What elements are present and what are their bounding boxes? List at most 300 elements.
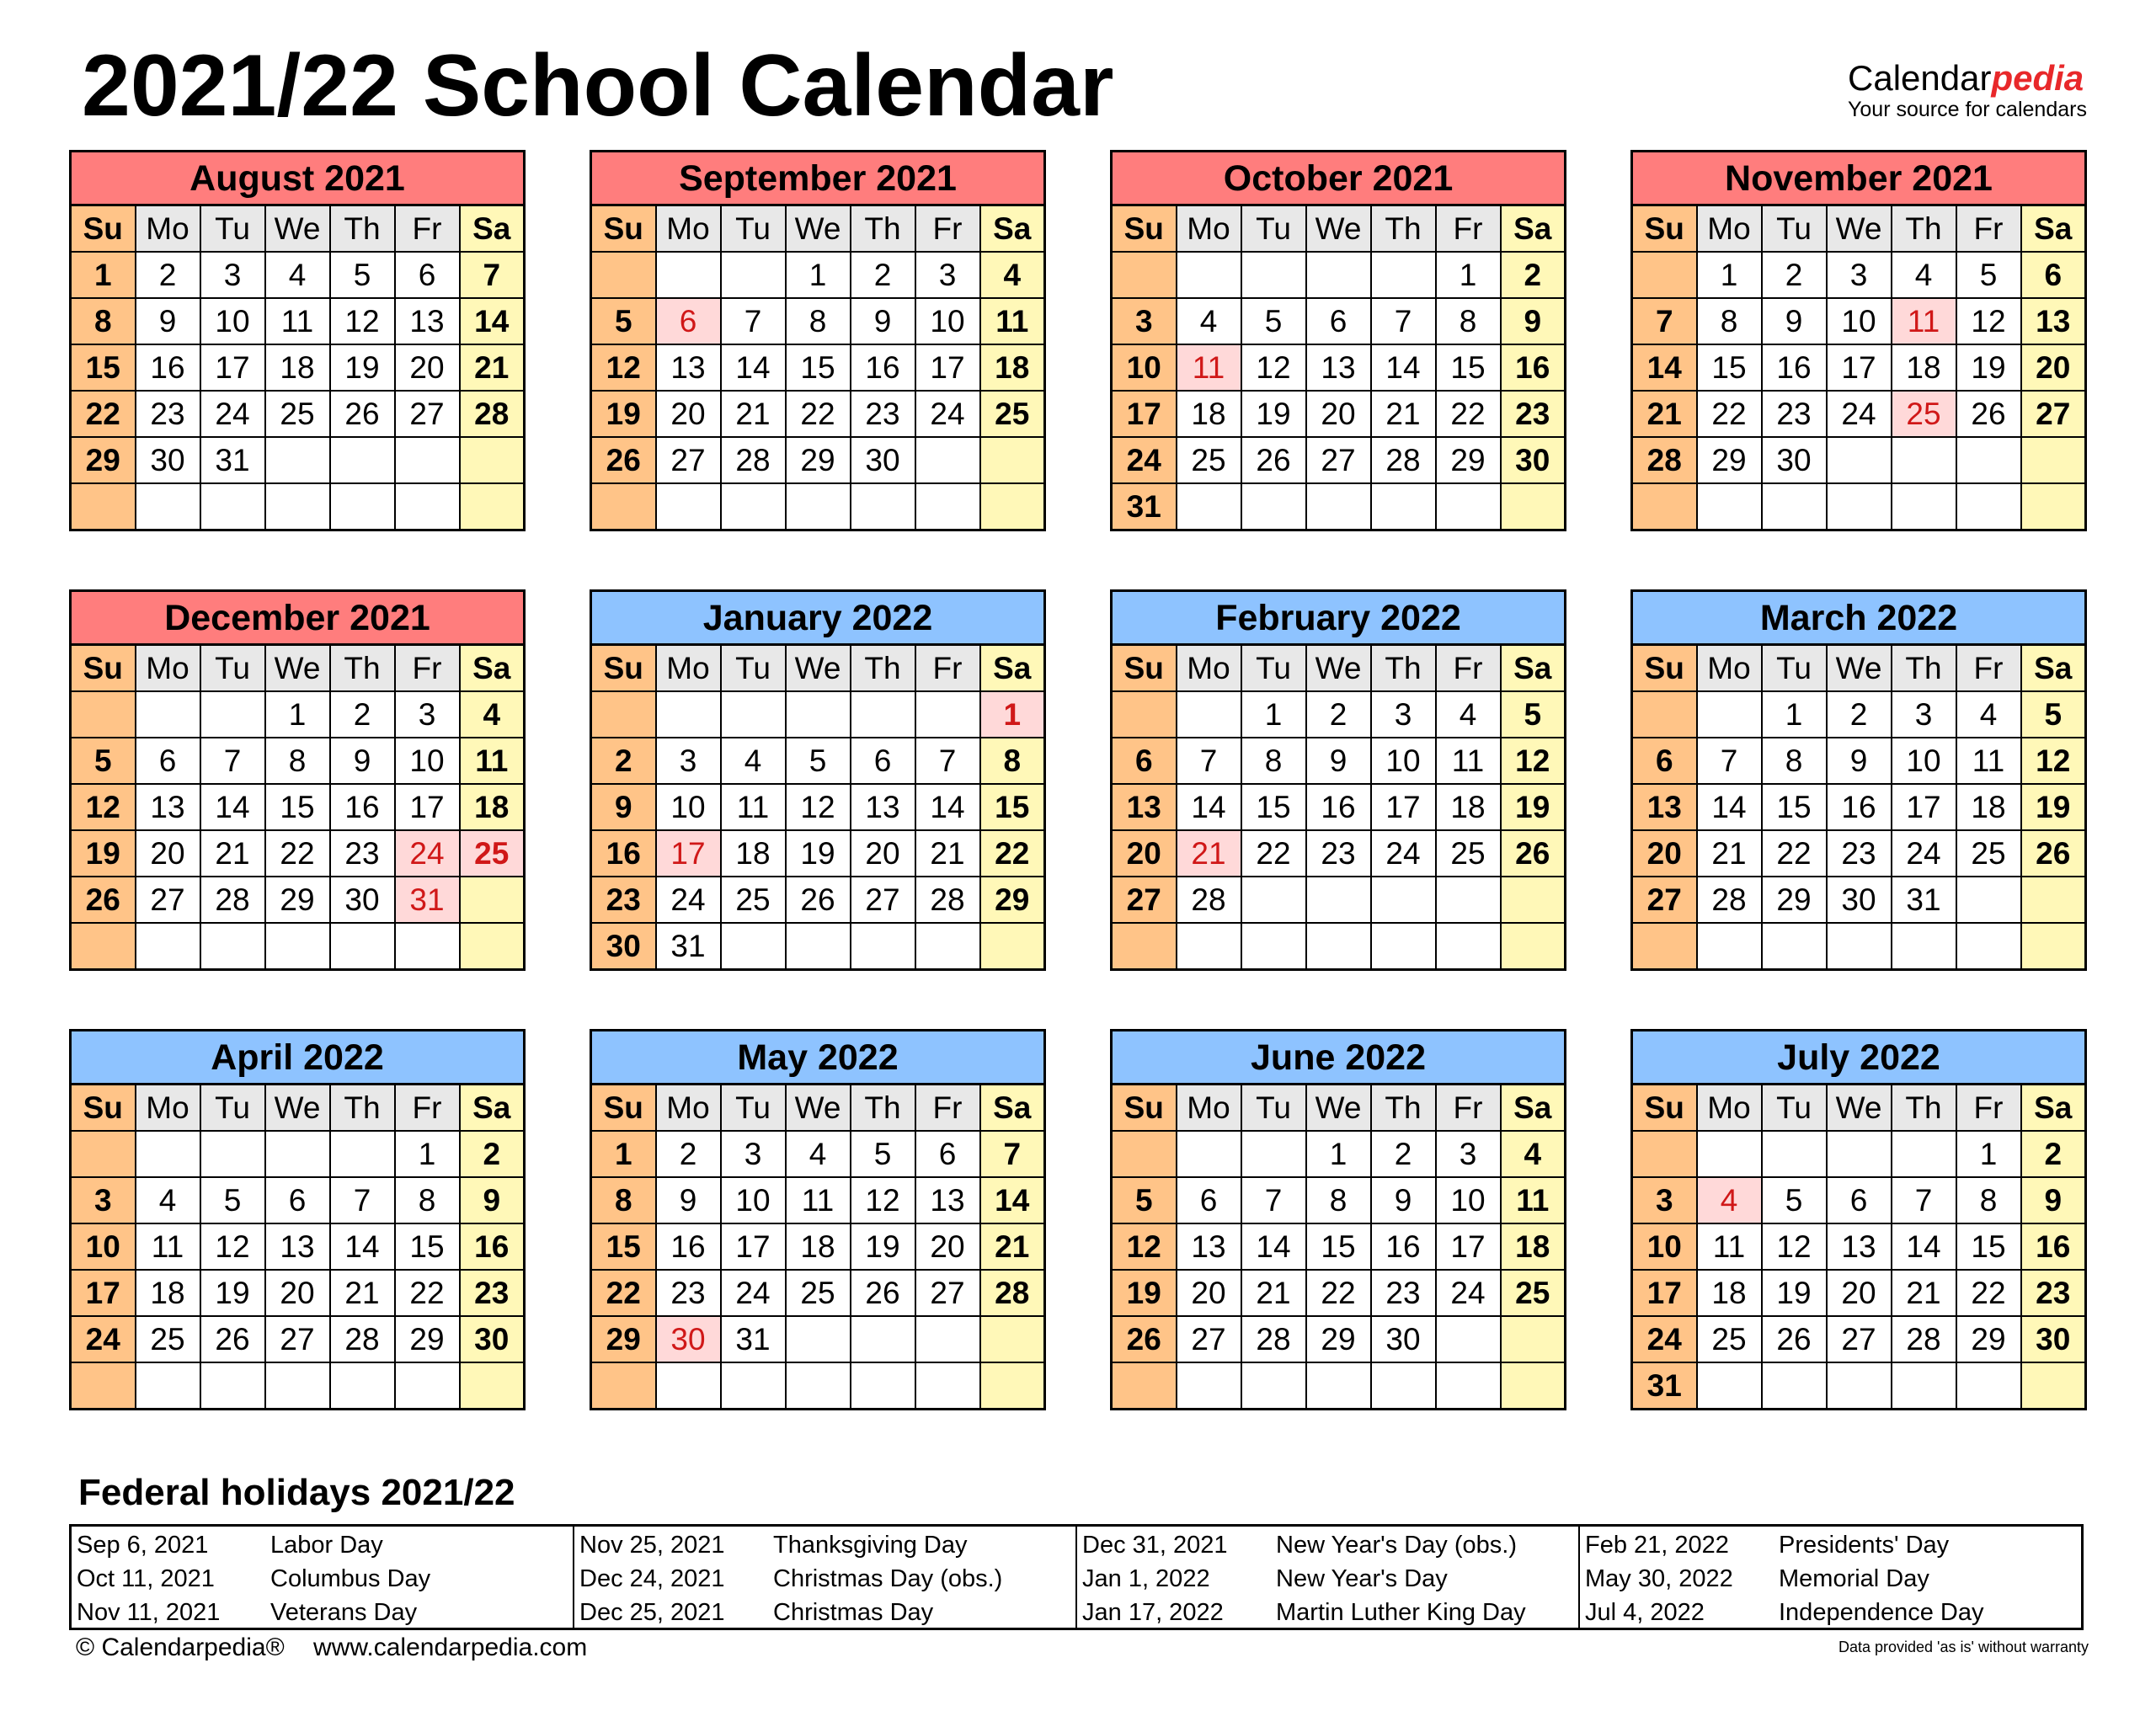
day-cell: 6 bbox=[915, 1131, 980, 1177]
day-cell: 20 bbox=[1827, 1270, 1892, 1316]
day-cell: 4 bbox=[1956, 691, 2021, 738]
holiday-date: Dec 31, 2021 bbox=[1082, 1532, 1228, 1559]
day-cell: 28 bbox=[330, 1316, 395, 1362]
day-cell: 8 bbox=[786, 298, 851, 344]
day-cell: 7 bbox=[915, 738, 980, 784]
month-table bbox=[1110, 204, 1566, 531]
empty-day-cell bbox=[2021, 877, 2086, 923]
week-row bbox=[71, 738, 525, 784]
month-calendar bbox=[69, 150, 526, 531]
day-cell: 22 bbox=[1697, 391, 1762, 437]
day-cell: 9 bbox=[1762, 298, 1827, 344]
weekday-header: Th bbox=[330, 205, 395, 253]
weekday-header: Sa bbox=[980, 1085, 1045, 1132]
day-cell: 30 bbox=[460, 1316, 525, 1362]
holiday-row bbox=[1580, 1562, 2081, 1596]
empty-day-cell bbox=[721, 691, 786, 738]
day-cell: 28 bbox=[721, 437, 786, 483]
day-cell: 16 bbox=[1306, 784, 1371, 830]
day-cell: 16 bbox=[1762, 344, 1827, 391]
day-cell: 5 bbox=[1956, 252, 2021, 298]
day-cell: 2 bbox=[460, 1131, 525, 1177]
day-cell: 2 bbox=[1827, 691, 1892, 738]
day-cell: 19 bbox=[1956, 344, 2021, 391]
day-cell: 19 bbox=[1501, 784, 1566, 830]
day-cell: 24 bbox=[200, 391, 265, 437]
empty-day-cell bbox=[591, 1362, 656, 1410]
empty-day-cell bbox=[1697, 1362, 1762, 1410]
brand-name-part1: Calendar bbox=[1848, 58, 1992, 98]
empty-day-cell bbox=[980, 483, 1045, 530]
day-cell: 25 bbox=[721, 877, 786, 923]
day-cell: 25 bbox=[1436, 830, 1501, 877]
month-calendar bbox=[590, 1029, 1046, 1410]
empty-day-cell bbox=[786, 691, 851, 738]
holiday-row bbox=[72, 1528, 573, 1562]
empty-day-cell bbox=[330, 483, 395, 530]
day-cell: 17 bbox=[1436, 1223, 1501, 1270]
day-cell: 31 bbox=[1632, 1362, 1697, 1410]
weekday-header: Fr bbox=[395, 1085, 460, 1132]
empty-day-cell bbox=[136, 1131, 200, 1177]
week-row bbox=[71, 877, 525, 923]
day-cell: 14 bbox=[980, 1177, 1045, 1223]
day-cell: 4 bbox=[1892, 252, 1956, 298]
day-cell: 18 bbox=[1501, 1223, 1566, 1270]
day-cell: 4 bbox=[265, 252, 330, 298]
footer-disclaimer: Data provided 'as is' without warranty bbox=[1838, 1639, 2089, 1655]
day-cell: 17 bbox=[1827, 344, 1892, 391]
day-cell: 3 bbox=[721, 1131, 786, 1177]
month-table bbox=[1110, 1083, 1566, 1410]
month-table bbox=[590, 204, 1046, 531]
day-cell: 27 bbox=[1306, 437, 1371, 483]
week-row bbox=[591, 830, 1045, 877]
day-cell: 12 bbox=[71, 784, 136, 830]
day-cell: 11 bbox=[980, 298, 1045, 344]
empty-day-cell bbox=[395, 1362, 460, 1410]
day-cell: 3 bbox=[71, 1177, 136, 1223]
day-cell: 8 bbox=[395, 1177, 460, 1223]
day-cell: 26 bbox=[2021, 830, 2086, 877]
weekday-header: Sa bbox=[460, 205, 525, 253]
week-row bbox=[1632, 252, 2086, 298]
empty-day-cell bbox=[1306, 877, 1371, 923]
week-row bbox=[71, 1223, 525, 1270]
day-cell: 27 bbox=[851, 877, 915, 923]
week-row bbox=[1112, 1131, 1566, 1177]
day-cell: 15 bbox=[1956, 1223, 2021, 1270]
holiday-name: Columbus Day bbox=[270, 1565, 431, 1592]
weekday-header: Sa bbox=[460, 645, 525, 692]
day-cell: 25 bbox=[1956, 830, 2021, 877]
footer-copyright: © Calendarpedia® bbox=[76, 1634, 285, 1661]
month-title: April 2022 bbox=[69, 1029, 526, 1083]
day-cell: 8 bbox=[71, 298, 136, 344]
empty-day-cell bbox=[395, 483, 460, 530]
weekday-header: We bbox=[265, 1085, 330, 1132]
day-cell: 15 bbox=[71, 344, 136, 391]
empty-day-cell bbox=[656, 1362, 721, 1410]
day-cell: 6 bbox=[395, 252, 460, 298]
weekday-header: Su bbox=[1632, 205, 1697, 253]
day-cell: 12 bbox=[591, 344, 656, 391]
weekday-header: Fr bbox=[395, 645, 460, 692]
week-row bbox=[1112, 923, 1566, 970]
holiday-row bbox=[574, 1596, 1075, 1629]
weekday-header: Su bbox=[1112, 205, 1177, 253]
day-cell: 20 bbox=[2021, 344, 2086, 391]
day-cell: 20 bbox=[656, 391, 721, 437]
holiday-date: Jan 1, 2022 bbox=[1082, 1565, 1210, 1592]
day-cell: 27 bbox=[656, 437, 721, 483]
day-cell: 28 bbox=[1177, 877, 1241, 923]
day-cell: 20 bbox=[136, 830, 200, 877]
day-cell: 3 bbox=[1892, 691, 1956, 738]
empty-day-cell bbox=[1762, 483, 1827, 530]
day-cell: 19 bbox=[200, 1270, 265, 1316]
day-cell: 30 bbox=[330, 877, 395, 923]
holiday-day-cell: 25 bbox=[1892, 391, 1956, 437]
week-row bbox=[71, 1316, 525, 1362]
day-cell: 24 bbox=[1371, 830, 1436, 877]
empty-day-cell bbox=[1371, 252, 1436, 298]
empty-day-cell bbox=[915, 437, 980, 483]
holiday-day-cell: 1 bbox=[980, 691, 1045, 738]
empty-day-cell bbox=[915, 1316, 980, 1362]
holiday-day-cell: 30 bbox=[656, 1316, 721, 1362]
empty-day-cell bbox=[851, 483, 915, 530]
week-row bbox=[71, 252, 525, 298]
month-title: October 2021 bbox=[1110, 150, 1566, 204]
empty-day-cell bbox=[980, 437, 1045, 483]
day-cell: 22 bbox=[1436, 391, 1501, 437]
day-cell: 21 bbox=[1632, 391, 1697, 437]
weekday-header: Tu bbox=[200, 205, 265, 253]
day-cell: 4 bbox=[1436, 691, 1501, 738]
weekday-header: Tu bbox=[200, 1085, 265, 1132]
day-cell: 20 bbox=[1177, 1270, 1241, 1316]
empty-day-cell bbox=[1697, 923, 1762, 970]
empty-day-cell bbox=[200, 923, 265, 970]
day-cell: 3 bbox=[1371, 691, 1436, 738]
day-cell: 26 bbox=[71, 877, 136, 923]
day-cell: 9 bbox=[460, 1177, 525, 1223]
weekday-header: Sa bbox=[1501, 1085, 1566, 1132]
empty-day-cell bbox=[1241, 1362, 1306, 1410]
day-cell: 1 bbox=[591, 1131, 656, 1177]
holiday-day-cell: 17 bbox=[656, 830, 721, 877]
empty-day-cell bbox=[1501, 1362, 1566, 1410]
day-cell: 9 bbox=[1501, 298, 1566, 344]
empty-day-cell bbox=[1241, 252, 1306, 298]
day-cell: 18 bbox=[1697, 1270, 1762, 1316]
week-row bbox=[71, 1270, 525, 1316]
day-cell: 4 bbox=[721, 738, 786, 784]
holiday-row bbox=[1580, 1528, 2081, 1562]
day-cell: 9 bbox=[1827, 738, 1892, 784]
week-row bbox=[1112, 1316, 1566, 1362]
empty-day-cell bbox=[786, 1362, 851, 1410]
day-cell: 27 bbox=[2021, 391, 2086, 437]
week-row bbox=[71, 344, 525, 391]
day-cell: 22 bbox=[980, 830, 1045, 877]
week-row bbox=[71, 391, 525, 437]
day-cell: 12 bbox=[2021, 738, 2086, 784]
day-cell: 27 bbox=[1827, 1316, 1892, 1362]
week-row bbox=[1632, 784, 2086, 830]
week-row bbox=[1632, 830, 2086, 877]
empty-day-cell bbox=[460, 877, 525, 923]
empty-day-cell bbox=[1112, 252, 1177, 298]
weekday-header-row bbox=[1632, 645, 2086, 692]
day-cell: 14 bbox=[1697, 784, 1762, 830]
day-cell: 28 bbox=[980, 1270, 1045, 1316]
day-cell: 21 bbox=[915, 830, 980, 877]
weekday-header: Fr bbox=[1436, 1085, 1501, 1132]
empty-day-cell bbox=[1241, 1131, 1306, 1177]
holiday-row bbox=[1580, 1596, 2081, 1629]
day-cell: 2 bbox=[330, 691, 395, 738]
empty-day-cell bbox=[71, 691, 136, 738]
day-cell: 24 bbox=[1632, 1316, 1697, 1362]
week-row bbox=[591, 437, 1045, 483]
holiday-name: New Year's Day bbox=[1276, 1565, 1448, 1592]
weekday-header: Fr bbox=[1436, 205, 1501, 253]
month-title: March 2022 bbox=[1630, 589, 2087, 643]
weekday-header: Tu bbox=[1762, 205, 1827, 253]
day-cell: 11 bbox=[786, 1177, 851, 1223]
holiday-day-cell: 11 bbox=[1892, 298, 1956, 344]
day-cell: 23 bbox=[591, 877, 656, 923]
empty-day-cell bbox=[786, 483, 851, 530]
day-cell: 29 bbox=[395, 1316, 460, 1362]
week-row bbox=[1112, 437, 1566, 483]
day-cell: 22 bbox=[71, 391, 136, 437]
day-cell: 5 bbox=[2021, 691, 2086, 738]
empty-day-cell bbox=[1956, 483, 2021, 530]
weekday-header: Tu bbox=[721, 645, 786, 692]
month-calendar bbox=[590, 589, 1046, 971]
empty-day-cell bbox=[1501, 483, 1566, 530]
federal-holidays-title: Federal holidays 2021/22 bbox=[78, 1472, 515, 1513]
weekday-header: Fr bbox=[1956, 645, 2021, 692]
month-title: August 2021 bbox=[69, 150, 526, 204]
empty-day-cell bbox=[1112, 691, 1177, 738]
day-cell: 17 bbox=[395, 784, 460, 830]
day-cell: 30 bbox=[136, 437, 200, 483]
day-cell: 18 bbox=[136, 1270, 200, 1316]
empty-day-cell bbox=[1697, 483, 1762, 530]
empty-day-cell bbox=[1436, 877, 1501, 923]
weekday-header: Su bbox=[71, 205, 136, 253]
day-cell: 5 bbox=[1241, 298, 1306, 344]
day-cell: 13 bbox=[1177, 1223, 1241, 1270]
holiday-name: Veterans Day bbox=[270, 1599, 418, 1626]
day-cell: 19 bbox=[71, 830, 136, 877]
weekday-header: Fr bbox=[1956, 1085, 2021, 1132]
week-row bbox=[1112, 691, 1566, 738]
day-cell: 23 bbox=[1762, 391, 1827, 437]
day-cell: 23 bbox=[2021, 1270, 2086, 1316]
day-cell: 9 bbox=[1306, 738, 1371, 784]
holiday-name: New Year's Day (obs.) bbox=[1276, 1532, 1517, 1559]
empty-day-cell bbox=[1306, 252, 1371, 298]
weekday-header: Su bbox=[1112, 645, 1177, 692]
day-cell: 5 bbox=[1112, 1177, 1177, 1223]
weekday-header: Sa bbox=[460, 1085, 525, 1132]
weekday-header-row bbox=[71, 645, 525, 692]
empty-day-cell bbox=[1956, 923, 2021, 970]
weekday-header: Su bbox=[591, 1085, 656, 1132]
day-cell: 14 bbox=[721, 344, 786, 391]
day-cell: 12 bbox=[330, 298, 395, 344]
weekday-header: We bbox=[786, 1085, 851, 1132]
holiday-date: Jan 17, 2022 bbox=[1082, 1599, 1224, 1626]
day-cell: 19 bbox=[2021, 784, 2086, 830]
day-cell: 11 bbox=[1436, 738, 1501, 784]
day-cell: 15 bbox=[1762, 784, 1827, 830]
empty-day-cell bbox=[1827, 437, 1892, 483]
weekday-header: Th bbox=[1892, 645, 1956, 692]
day-cell: 18 bbox=[265, 344, 330, 391]
day-cell: 15 bbox=[395, 1223, 460, 1270]
weekday-header: Th bbox=[330, 645, 395, 692]
day-cell: 22 bbox=[591, 1270, 656, 1316]
day-cell: 20 bbox=[915, 1223, 980, 1270]
empty-day-cell bbox=[71, 1362, 136, 1410]
day-cell: 26 bbox=[786, 877, 851, 923]
weekday-header: Th bbox=[851, 1085, 915, 1132]
day-cell: 11 bbox=[1697, 1223, 1762, 1270]
empty-day-cell bbox=[1371, 877, 1436, 923]
week-row bbox=[1632, 483, 2086, 530]
day-cell: 9 bbox=[591, 784, 656, 830]
empty-day-cell bbox=[1112, 1362, 1177, 1410]
empty-day-cell bbox=[1827, 483, 1892, 530]
empty-day-cell bbox=[1241, 923, 1306, 970]
day-cell: 27 bbox=[1112, 877, 1177, 923]
month-title: May 2022 bbox=[590, 1029, 1046, 1083]
holiday-column bbox=[1075, 1527, 1578, 1628]
day-cell: 5 bbox=[591, 298, 656, 344]
empty-day-cell bbox=[915, 691, 980, 738]
week-row bbox=[591, 391, 1045, 437]
day-cell: 8 bbox=[1306, 1177, 1371, 1223]
empty-day-cell bbox=[460, 483, 525, 530]
day-cell: 13 bbox=[1112, 784, 1177, 830]
weekday-header: Fr bbox=[395, 205, 460, 253]
day-cell: 20 bbox=[265, 1270, 330, 1316]
day-cell: 19 bbox=[1241, 391, 1306, 437]
week-row bbox=[591, 483, 1045, 530]
week-row bbox=[1112, 1177, 1566, 1223]
day-cell: 19 bbox=[591, 391, 656, 437]
day-cell: 13 bbox=[915, 1177, 980, 1223]
weekday-header: Fr bbox=[915, 1085, 980, 1132]
day-cell: 29 bbox=[1956, 1316, 2021, 1362]
week-row bbox=[591, 344, 1045, 391]
week-row bbox=[1112, 830, 1566, 877]
weekday-header-row bbox=[1632, 1085, 2086, 1132]
day-cell: 26 bbox=[591, 437, 656, 483]
week-row bbox=[71, 784, 525, 830]
holiday-column bbox=[1578, 1527, 2081, 1628]
day-cell: 3 bbox=[1632, 1177, 1697, 1223]
weekday-header: Tu bbox=[1241, 1085, 1306, 1132]
day-cell: 11 bbox=[265, 298, 330, 344]
brand-logo[interactable] bbox=[1848, 59, 2116, 121]
empty-day-cell bbox=[200, 483, 265, 530]
day-cell: 5 bbox=[851, 1131, 915, 1177]
week-row bbox=[1112, 344, 1566, 391]
empty-day-cell bbox=[1892, 437, 1956, 483]
day-cell: 18 bbox=[980, 344, 1045, 391]
footer-website-link[interactable]: www.calendarpedia.com bbox=[313, 1634, 588, 1661]
day-cell: 11 bbox=[1956, 738, 2021, 784]
day-cell: 10 bbox=[1112, 344, 1177, 391]
month-calendar bbox=[1630, 150, 2087, 531]
weekday-header: Sa bbox=[980, 205, 1045, 253]
day-cell: 27 bbox=[915, 1270, 980, 1316]
empty-day-cell bbox=[721, 252, 786, 298]
month-table bbox=[1630, 643, 2087, 971]
day-cell: 30 bbox=[1501, 437, 1566, 483]
day-cell: 30 bbox=[1827, 877, 1892, 923]
weekday-header: Tu bbox=[1241, 645, 1306, 692]
day-cell: 3 bbox=[395, 691, 460, 738]
empty-day-cell bbox=[136, 1362, 200, 1410]
day-cell: 9 bbox=[330, 738, 395, 784]
holiday-row bbox=[72, 1596, 573, 1629]
day-cell: 28 bbox=[200, 877, 265, 923]
day-cell: 27 bbox=[1632, 877, 1697, 923]
weekday-header: We bbox=[1827, 1085, 1892, 1132]
day-cell: 28 bbox=[460, 391, 525, 437]
weekday-header: Tu bbox=[721, 1085, 786, 1132]
day-cell: 6 bbox=[1177, 1177, 1241, 1223]
empty-day-cell bbox=[136, 483, 200, 530]
day-cell: 13 bbox=[2021, 298, 2086, 344]
day-cell: 6 bbox=[136, 738, 200, 784]
day-cell: 21 bbox=[1892, 1270, 1956, 1316]
week-row bbox=[71, 830, 525, 877]
empty-day-cell bbox=[1241, 483, 1306, 530]
weekday-header: Su bbox=[1632, 1085, 1697, 1132]
empty-day-cell bbox=[1827, 1362, 1892, 1410]
weekday-header: We bbox=[1306, 645, 1371, 692]
weekday-header: Th bbox=[851, 205, 915, 253]
day-cell: 28 bbox=[915, 877, 980, 923]
day-cell: 9 bbox=[851, 298, 915, 344]
day-cell: 4 bbox=[460, 691, 525, 738]
holiday-name: Labor Day bbox=[270, 1532, 383, 1559]
day-cell: 29 bbox=[265, 877, 330, 923]
week-row bbox=[591, 1270, 1045, 1316]
empty-day-cell bbox=[460, 923, 525, 970]
day-cell: 1 bbox=[1436, 252, 1501, 298]
weekday-header: Th bbox=[1371, 645, 1436, 692]
day-cell: 24 bbox=[721, 1270, 786, 1316]
day-cell: 26 bbox=[1762, 1316, 1827, 1362]
week-row bbox=[71, 437, 525, 483]
empty-day-cell bbox=[136, 923, 200, 970]
empty-day-cell bbox=[656, 252, 721, 298]
day-cell: 14 bbox=[1177, 784, 1241, 830]
day-cell: 30 bbox=[851, 437, 915, 483]
day-cell: 1 bbox=[395, 1131, 460, 1177]
empty-day-cell bbox=[851, 923, 915, 970]
